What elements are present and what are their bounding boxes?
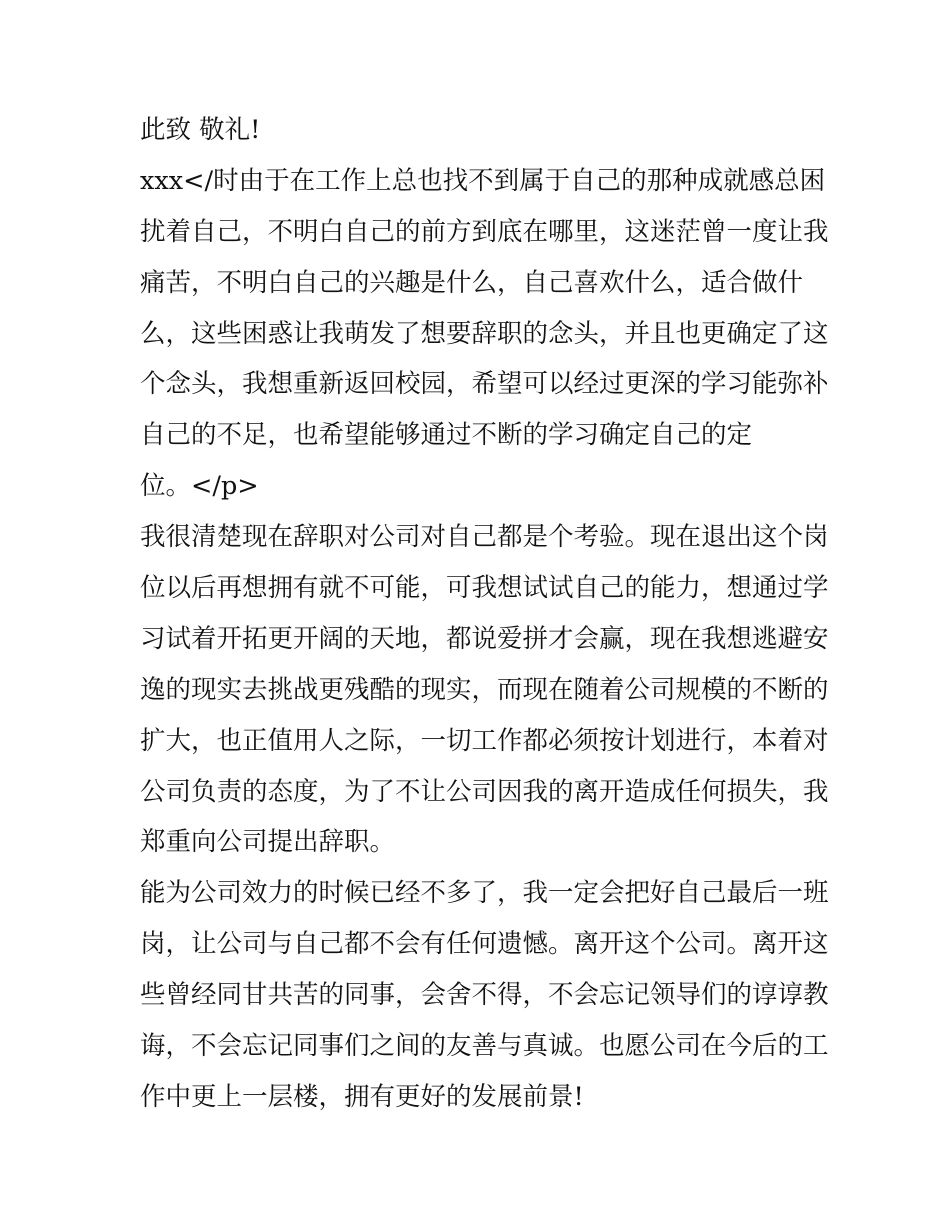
text-line: 诲，不会忘记同事们之间的友善与真诚。也愿公司在今后的工 (140, 1031, 829, 1062)
text-line: 习试着开拓更开阔的天地，都说爱拼才会赢，现在我想逃避安 (140, 623, 829, 654)
text-line: 个念头，我想重新返回校园，希望可以经过更深的学习能弥补 (140, 369, 829, 400)
text-line: 此致 敬礼! (140, 115, 261, 145)
text-line: 作中更上一层楼，拥有更好的发展前景! (140, 1081, 584, 1112)
text-line: 岗，让公司与自己都不会有任何遗憾。离开这个公司。离开这 (140, 929, 829, 960)
text-line: 痛苦，不明白自己的兴趣是什么，自己喜欢什么，适合做什 (140, 267, 804, 298)
text-line: 能为公司效力的时候已经不多了，我一定会把好自己最后一班 (140, 878, 829, 909)
text-line: 位。</p> (140, 471, 259, 502)
text-line: xxx</时由于在工作上总也找不到属于自己的那种成就感总困 (140, 165, 826, 196)
text-line: 扰着自己，不明白自己的前方到底在哪里，这迷茫曾一度让我 (140, 216, 829, 247)
text-line: 我很清楚现在辞职对公司对自己都是个考验。现在退出这个岗 (140, 522, 829, 553)
text-line: 公司负责的态度，为了不让公司因我的离开造成任何损失，我 (140, 776, 829, 807)
text-line: 些曾经同甘共苦的同事，会舍不得，不会忘记领导们的谆谆教 (140, 980, 829, 1011)
text-line: 逸的现实去挑战更残酷的现实，而现在随着公司规模的不断的 (140, 674, 829, 705)
letter-body (140, 105, 830, 1123)
text-line: 么，这些困惑让我萌发了想要辞职的念头，并且也更确定了这 (140, 318, 829, 349)
text-line: 位以后再想拥有就不可能，可我想试试自己的能力，想通过学 (140, 573, 829, 604)
text-line: 郑重向公司提出辞职。 (140, 827, 396, 858)
text-line: 自己的不足，也希望能够通过不断的学习确定自己的定 (140, 420, 753, 451)
text-line: 扩大，也正值用人之际，一切工作都必须按计划进行，本着对 (140, 725, 829, 756)
